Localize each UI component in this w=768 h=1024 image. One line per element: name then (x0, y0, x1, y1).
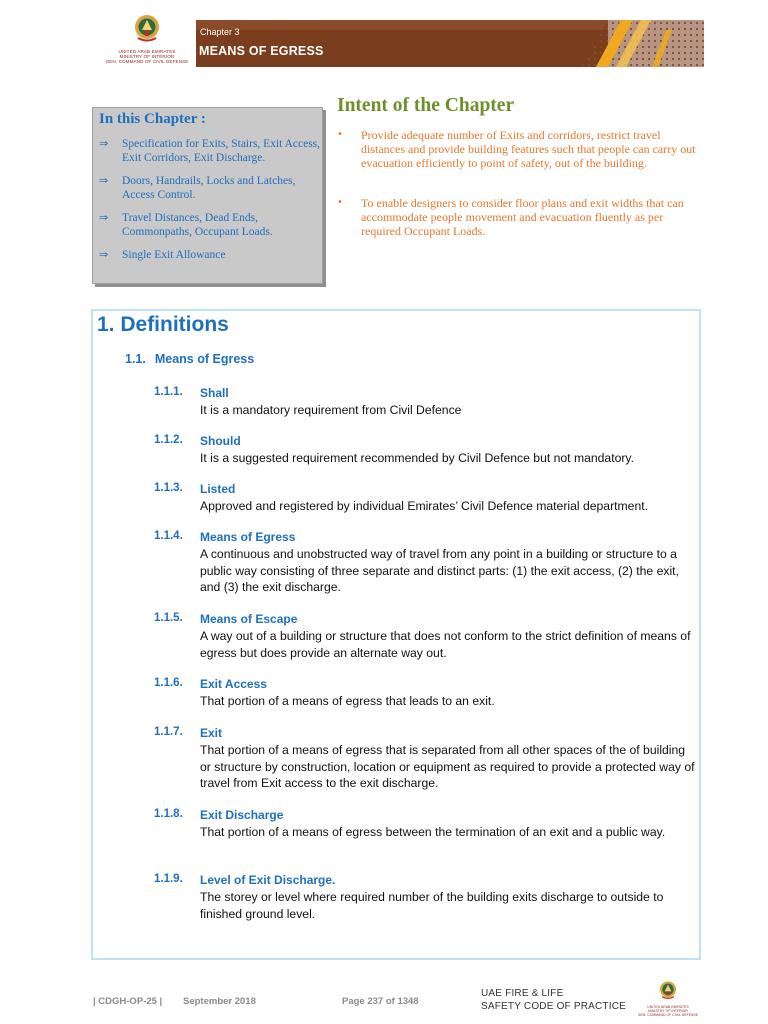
chapter-topic-text: Travel Distances, Dead Ends, Commonpaths, Occupant Loads. (122, 212, 273, 238)
definition-text: The storey or level where required number of the building exits discharge to outside to finished ground level. (200, 890, 664, 921)
subsection-title: Means of Egress (154, 352, 255, 366)
definition-term: Should (200, 434, 241, 448)
footer-brand-line: SAFETY CODE OF PRACTICE (481, 1001, 626, 1012)
double-arrow-icon: ⇒ (99, 174, 109, 187)
double-arrow-icon: ⇒ (99, 137, 109, 150)
logo-text-line: MINISTRY OF INTERIOR (648, 1008, 688, 1013)
definition-term: Listed (200, 482, 236, 496)
chapter-number: Chapter 3 (200, 27, 240, 37)
chapter-topic-text: Single Exit Allowance (122, 249, 226, 261)
definition-number: 1.1.3. (154, 482, 183, 494)
definition-number: 1.1.5. (154, 612, 183, 624)
definition-term: Means of Escape (200, 612, 298, 626)
definition-text: It is a suggested requirement recommended by Civil Defence but not mandatory. (200, 451, 635, 465)
chapter-topic-text: Specification for Exits, Stairs, Exit Access, Exit Corridors, Exit Discharge. (122, 138, 321, 164)
logo-text-line: UNITED ARAB EMIRATES (647, 1005, 689, 1009)
definition-term: Exit (200, 726, 223, 740)
intent-title: Intent of the Chapter (337, 95, 515, 116)
box-title: In this Chapter : (99, 111, 206, 127)
definition-text: That portion of a means of egress that leads to an exit. (200, 694, 495, 708)
subsection-number: 1.1. (125, 352, 146, 366)
double-arrow-icon: ⇒ (99, 248, 109, 261)
chapter-topic-text: Doors, Handrails, Locks and Latches, Access Control. (122, 175, 296, 201)
definition-number: 1.1.6. (154, 677, 183, 689)
intent-text: Provide adequate number of Exits and corridors, restrict travel distances and provide building features such that people can carry out evacuation efficiently to point of safety, out of the building. (361, 128, 696, 170)
footer-brand-line: UAE FIRE & LIFE (481, 988, 564, 999)
definition-number: 1.1.2. (154, 434, 183, 446)
in-this-chapter-box (92, 107, 323, 284)
footer-doc-code: | CDGH-OP-25 | (93, 996, 163, 1007)
definition-text: It is a mandatory requirement from Civil Defence (200, 403, 462, 417)
footer-civil-defense-logo (632, 979, 704, 1023)
definition-number: 1.1.4. (154, 530, 183, 542)
definition-number: 1.1.7. (154, 726, 183, 738)
definition-text: Approved and registered by individual Emirates’ Civil Defence material department. (200, 499, 648, 513)
logo-text-line: UNITED ARAB EMIRATES (118, 49, 176, 54)
definition-text: A continuous and unobstructed way of travel from any point in a building or structure to a public way consisting of three separate and distinct parts: (1) the exit access, (2) the exit, and (3) the exit discharge. (200, 547, 679, 594)
double-arrow-icon: ⇒ (99, 211, 109, 224)
falcon-emblem-icon (658, 979, 678, 1001)
definition-term: Shall (200, 386, 229, 400)
definition-text: A way out of a building or structure that does not conform to the strict definition of means of egress but does provide an alternate way out. (200, 629, 691, 660)
chapter-title: MEANS OF EGRESS (199, 44, 324, 58)
bullet-icon: • (337, 197, 343, 208)
definition-number: 1.1.9. (154, 873, 183, 885)
falcon-emblem-icon (132, 12, 162, 44)
logo-text-line: GEN. COMMAND OF CIVIL DEFENSE (105, 59, 189, 65)
definition-term: Level of Exit Discharge. (200, 873, 336, 887)
civil-defense-logo (98, 12, 196, 72)
definition-number: 1.1.8. (154, 808, 183, 820)
definition-term: Means of Egress (200, 530, 296, 544)
logo-text-line: MINISTRY OF INTERIOR (119, 54, 175, 60)
definition-text: That portion of a means of egress that is separated from all other spaces of the of building or structure by construction, location or equipment as required to provide a protected way of travel from Exit access to the exit discharge. (200, 743, 695, 790)
definition-text: That portion of a means of egress between the termination of an exit and a public way. (200, 825, 666, 839)
definition-number: 1.1.1. (154, 386, 183, 398)
logo-text-line: GEN. COMMAND OF CIVIL DEFENSE (637, 1012, 699, 1017)
subsection-heading (125, 352, 254, 366)
definition-term: Exit Discharge (200, 808, 284, 822)
section-heading: 1. Definitions (97, 313, 229, 336)
intent-text: To enable designers to consider floor plans and exit widths that can accommodate people movement and evacuation fluently as per required Occupant Loads. (361, 196, 684, 238)
bullet-icon: • (337, 129, 343, 140)
definition-term: Exit Access (200, 677, 267, 691)
footer-date: September 2018 (183, 996, 256, 1007)
footer-page-number: Page 237 of 1348 (342, 996, 419, 1007)
